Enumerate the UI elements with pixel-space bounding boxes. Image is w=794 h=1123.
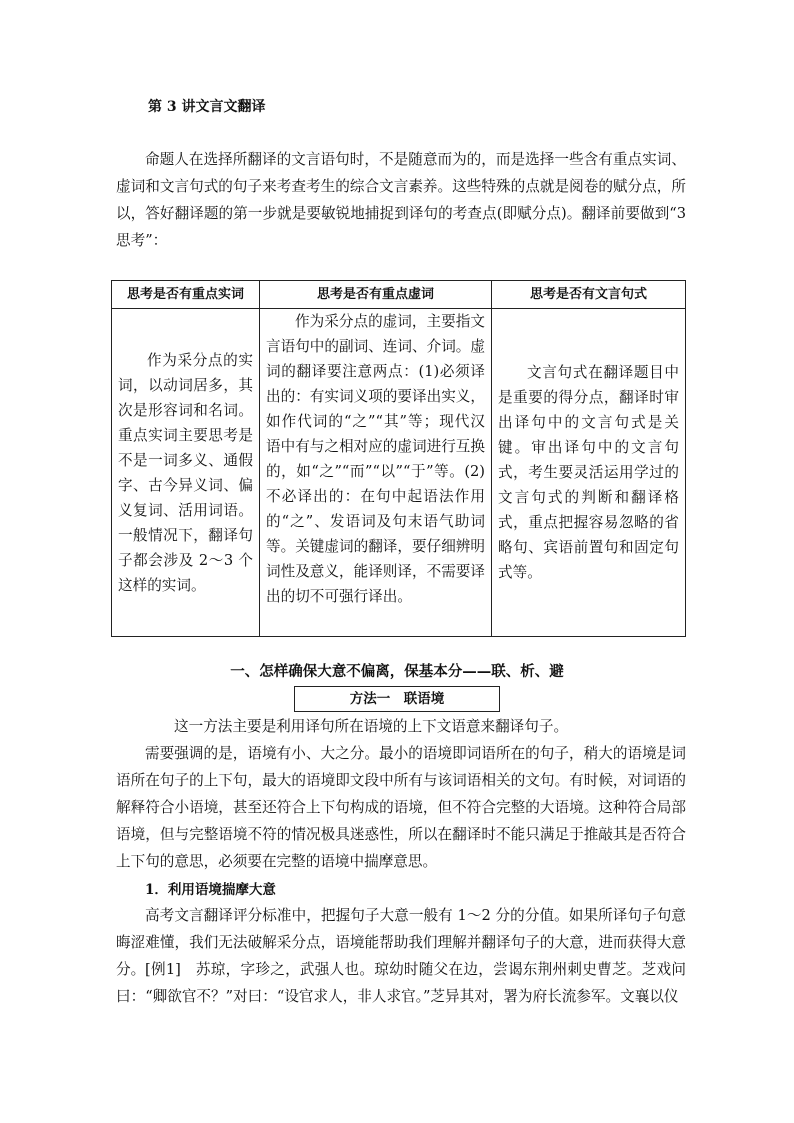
method-box-heading: 方法一 联语境 bbox=[294, 686, 500, 712]
table-cell bbox=[112, 309, 260, 637]
table-body-row bbox=[112, 309, 686, 637]
content-words-text: 作为采分点的实词，以动词居多，其次是形容词和名词。重点实词主要思考是不是一词多义、通假字、古今异义词、偏义复词、活用词语。一般情况下，翻译句子都会涉及 2～3 个这样的实词。 bbox=[118, 351, 253, 594]
table-header-cell: 思考是否有重点虚词 bbox=[260, 281, 492, 309]
section-heading: 一、怎样确保大意不偏离，保基本分——联、析、避 bbox=[230, 663, 564, 680]
paragraph: 这一方法主要是利用译句所在语境的上下文语意来翻译句子。 bbox=[174, 718, 569, 735]
function-words-text: 作为采分点的虚词，主要指文言语句中的副词、连词、介词。虚词的翻译要注意两点：(1)必须译出的：有实词义项的要译出实义，如作代词的“之”“其”等；现代汉语中有与之相对应的虚词进行互换的，如“之”“而”“以”“于”等。(2)不必译出的：在句中起语法作用的“之”、发语词及句末语气助词等。关键虚词的翻译，要仔细辨明词性及意义，能译则译，不需要译出的切不可强行译出。 bbox=[266, 313, 485, 605]
example-label: [例1] bbox=[145, 961, 181, 978]
intro-paragraph: 命题人在选择所翻译的文言语句时，不是随意而为的，而是选择一些含有重点实词、虚词和文言句式的句子来考查考生的综合文言素养。这些特殊的点就是阅卷的赋分点，所以，答好翻译题的第一步就是要敏锐地捕捉到译句的考查点(即赋分点)。翻译前要做到“3思考”： bbox=[116, 151, 686, 249]
paragraph: 需要强调的是，语境有小、大之分。最小的语境即词语所在的句子，稍大的语境是词语所在句子的上下句，最大的语境即文段中所有与该词语相关的文句。有时候，对词语的解释符合小语境，甚至还符合上下句构成的语境，但不符合完整的大语境。这种符合局部语境，但与完整语境不符的情况极具迷惑性，所以在翻译时不能只满足于推敲其是否符合上下句的意思，必须要在完整的语境中揣摩意思。 bbox=[116, 745, 686, 870]
example-text: 苏琼，字珍之，武强人也。琼幼时随父在边，尝谒东荆州刺史曹芝。芝戏问曰：“卿欲官不？”对曰：“设官求人，非人求官。”芝异其对，署为府长流参军。文襄以仪 bbox=[116, 961, 686, 1005]
three-thinking-table bbox=[111, 280, 686, 637]
example-paragraph bbox=[116, 956, 686, 1010]
table-header-cell: 思考是否有重点实词 bbox=[112, 281, 260, 309]
table-header-cell: 思考是否有文言句式 bbox=[492, 281, 686, 309]
lesson-title: 第 3 讲文言文翻译 bbox=[148, 99, 266, 115]
table-header-row bbox=[112, 281, 686, 309]
paragraph: 高考文言翻译评分标准中，把握句子大意一般有 1～2 分的分值。如果所译句子句意晦涩难懂，我们无法破解采分点，语境能帮助我们理解并翻译句子的大意，进而获得大意分。 bbox=[116, 907, 686, 978]
subsection-heading: 1．利用语境揣摩大意 bbox=[145, 882, 276, 898]
table-cell bbox=[260, 309, 492, 637]
table-cell bbox=[492, 309, 686, 637]
sentence-patterns-text: 文言句式在翻译题目中是重要的得分点，翻译时审出译句中的文言句式是关键。审出译句中的文言句式，考生要灵活运用学过的文言句式的判断和翻译格式，重点把握容易忽略的省略句、宾语前置句和固定句式等。 bbox=[498, 364, 679, 581]
